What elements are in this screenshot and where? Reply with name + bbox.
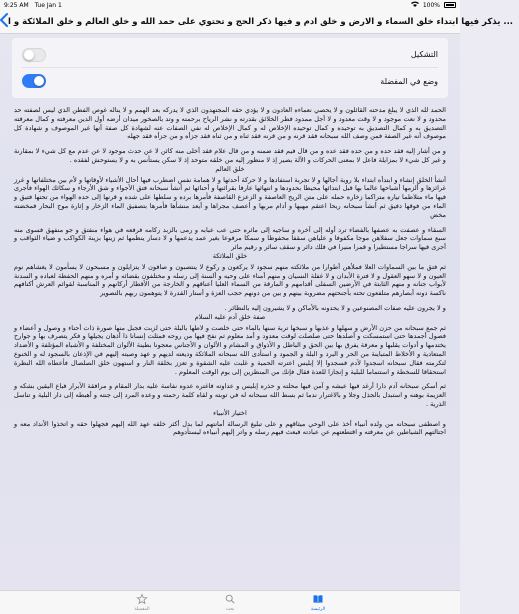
- section-heading: صفة خلق آدم عليه السلام: [194, 312, 266, 321]
- tab-favorites[interactable]: [122, 594, 162, 612]
- book-icon: [313, 594, 323, 607]
- paragraph: ثم فتق ما بين السماوات العلا فملأهن أطوارا من ملائكته منهم سجود لا يركعون و ركوع لا ينتصبون و صافون لا يتزايلون و مسبحون لا يسأمون لا يغشاهم نوم العيون و لا سهو العقول و لا فترة الأبدان و لا غفلة النسيان و منهم أمناء على وحيه و ألسنة إلى رسله و مختلفون بقضائه و أمره و منهم الحفظة لعباده و السدنة لأبواب جنانه و منهم الثابتة في الأرضين السفلى أقدامهم و المارقة من السماء العليا أعناقهم و الخارجة من الأقطار أركانهم و المناسبة لقوائم العرش أكتافهم ناكسة دونه أبصارهم متلفعون تحته بأجنحتهم مضروبة بينهم و بين من دونهم حجب العزة و أستار القدرة لا يتوهمون ربهم بالتصوير: [14, 262, 446, 298]
- tab-label: المفضلة: [134, 606, 150, 612]
- status-bar: [0, 0, 460, 10]
- section-heading: خلق الملائكة: [212, 251, 248, 260]
- paragraph: السقاء و عصفت به عصفها بالفضاء ترد أوله إلى آخره و ساجيه إلى مائره حتى عب عبابه و رمى بالزبد ركامه فرفعه في هواء منفتق و جو منفهق فسوى منه سبع سماوات جعل سفلاهن موجا مكفوفا و علياهن سقفا محفوظا و سمكا مرفوعا بغير عمد يدعمها و لا دسار ينظمها ثم زينها بزينة الكواكب و ضياء الثواقب و أجرى فيها سراجا مستطيرا و قمرا منيرا في فلك دائر و سقف سائر و رقيم مائر: [14, 225, 446, 252]
- battery-percent: 100%: [422, 1, 440, 9]
- section-heading: خلق العالم: [215, 164, 245, 173]
- back-button[interactable]: [0, 10, 8, 34]
- formatting-label: التشكيل: [410, 50, 438, 59]
- settings-panel: [12, 38, 448, 98]
- star-icon: [137, 594, 147, 607]
- paragraph: أنشأ الخلق إنشاء و ابتدأه ابتداء بلا روية أجالها و لا تجربة استفادها و لا حركة أحدثها و لا همامة نفس اضطرب فيها أحال الأشياء لأوقاتها و لأم بين مختلفاتها و غرز غرائزها و ألزمها أشباحها عالما بها قبل ابتدائها محيطا بحدودها و انتهائها عارفا بقرائنها و أحنائها ثم أنشأ سبحانه فتق الأجواء و شق الأرجاء و سكائك الهواء فأجرى فيها ماء متلاطما تياره متراكما زخاره حمله على متن الريح العاصفة و الزعزع القاصفة فأمرها برده و سلطها على شده و قرنها إلى حده الهواء من تحتها فتيق و الماء من فوقها دفيق ثم أنشأ سبحانه ريحا اعتقم مهبها و أدام مربها و أعصف مجراها و أبعد منشأها فأمرها بتصفيق الماء الزخار و إثارة موج البحار فمخضته مخض: [14, 175, 446, 219]
- status-date: Tue Jan 1: [34, 1, 62, 9]
- favorite-toggle[interactable]: [22, 74, 46, 88]
- toggle-knob: [24, 50, 34, 60]
- tab-label: الرئيسة: [310, 606, 326, 612]
- paragraph: ثم أسكن سبحانه آدم دارا أرغد فيها عيشه و آمن فيها محلته و حذره إبليس و عداوته فاغتره عدوه نفاسة عليه بدار المقام و مرافقة الأبرار فباع اليقين بشكه و العزيمة بوهنه و استبدل بالجذل وجلا و بالاغترار ندما ثم بسط الله سبحانه له في توبته و لقاه كلمة رحمته و وعده المرد إلى جنته و أهبطه إلى دار البلية و تناسل الذرية .: [14, 382, 446, 408]
- navigation-bar: [0, 10, 514, 34]
- content-area[interactable]: [0, 34, 460, 590]
- formatting-setting: [22, 42, 438, 68]
- paragraph: الحمد لله الذي لا يبلغ مدحته القائلون و لا يحصي نعماءه العادون و لا يؤدي حقه المجتهدون الذي لا يدركه بعد الهمم و لا يناله غوص الفطن الذي ليس لصفته حد محدود و لا نعت موجود و لا وقت معدود و لا أجل ممدود فطر الخلائق بقدرته و نشر الرياح برحمته و وتد بالصخور ميدان أرضه أول الدين معرفته و كمال معرفته التصديق به و كمال التصديق به توحيده و كمال توحيده الإخلاص له و كمال الإخلاص له نفي الصفات عنه لشهادة كل صفة أنها غير الموصوف و شهادة كل موصوف أنه غير الصفة فمن وصف الله سبحانه فقد قرنه و من قرنه فقد ثناه و من ثناه فقد جزأه و من جزأه فقد جهله: [14, 106, 446, 141]
- tab-label: بحث: [225, 606, 235, 612]
- paragraph: و من أشار إليه فقد حده و من حده فقد عده و من قال فيم فقد ضمنه و من قال علام فقد أخلى منه كائن لا عن حدث موجود لا عن عدم مع كل شيء لا بمقارنة و غير كل شيء لا بمزايلة فاعل لا بمعنى الحركات و الآلة بصير إذ لا منظور إليه من خلقه متوحد إذ لا سكن يستأنس به و لا يستوحش لفقده .: [14, 147, 446, 164]
- search-icon: [225, 594, 235, 607]
- tab-bar: [0, 590, 460, 614]
- paragraph: و لا يجرون عليه صفات المصنوعين و لا يحدونه بالأماكن و لا يشيرون إليه بالنظائر .: [224, 303, 446, 312]
- battery-icon: [444, 2, 456, 8]
- tab-home[interactable]: [298, 594, 338, 612]
- favorite-label: وضع في المفضلة: [380, 76, 438, 86]
- paragraph: ثم جمع سبحانه من حزن الأرض و سهلها و عذبها و سبخها تربة سنها بالماء حتى خلصت و لاطها بالبلة حتى لزبت فجبل منها صورة ذات أحناء و وصول و أعضاء و فصول أجمدها حتى استمسكت و أصلدها حتى صلصلت لوقت معدود و أمد معلوم ثم نفخ فيها من روحه فمثلت إنسانا ذا أذهان يجيلها و فكر يتصرف بها و جوارح يختدمها و أدوات يقلبها و معرفة يفرق بها بين الحق و الباطل و الأذواق و المشام و الألوان و الأجناس معجونا بطينة الألوان المختلفة و الأشباه المؤتلفة و الأضداد المتعادية و الأخلاط المتباينة من الحر و البرد و البلة و الجمود و استأدى الله سبحانه الملائكة وديعته لديهم و عهد وصيته إليهم في الإذعان بالسجود له و الخنوع لتكرمته فقال سبحانه اسجدوا لآدم فسجدوا إلا إبليس اعترته الحمية و غلبت عليه الشقوة و تعزز بخلقة النار و استهون خلق الصلصال فأعطاه الله النظرة استحقاقا للسخطة و استتماما للبلية و إنجازا للعدة فقال فإنك من المنظرين إلى يوم الوقت المعلوم .: [14, 323, 446, 376]
- tab-search[interactable]: [210, 594, 250, 612]
- page-title: ... يذكر فيها ابتداء خلق السماء و الارض و خلق ادم و فيها ذكر الحج و تحتوي على حمد الله و خلق العالم و خلق الملائكة و ا: [8, 16, 514, 27]
- formatting-toggle[interactable]: [22, 48, 46, 62]
- sermon-text: [14, 106, 446, 578]
- toggle-knob: [34, 76, 44, 86]
- status-time: 9:25 AM: [4, 1, 29, 9]
- wifi-icon: [411, 1, 419, 9]
- favorite-setting: [22, 68, 438, 94]
- section-heading: اختيار الأنبياء: [213, 408, 247, 417]
- paragraph: و اصطفى سبحانه من ولده أنبياء أخذ على الوحي ميثاقهم و على تبليغ الرسالة أمانتهم لما بدل أكثر خلقه عهد الله إليهم فجهلوا حقه و اتخذوا الأنداد معه و اجتالتهم الشياطين عن معرفته و اقتطعتهم عن عبادته فبعث فيهم رسله و واتر إليهم أنبياءه ليستأدوهم: [14, 419, 446, 437]
- chevron-left-icon: [0, 11, 8, 32]
